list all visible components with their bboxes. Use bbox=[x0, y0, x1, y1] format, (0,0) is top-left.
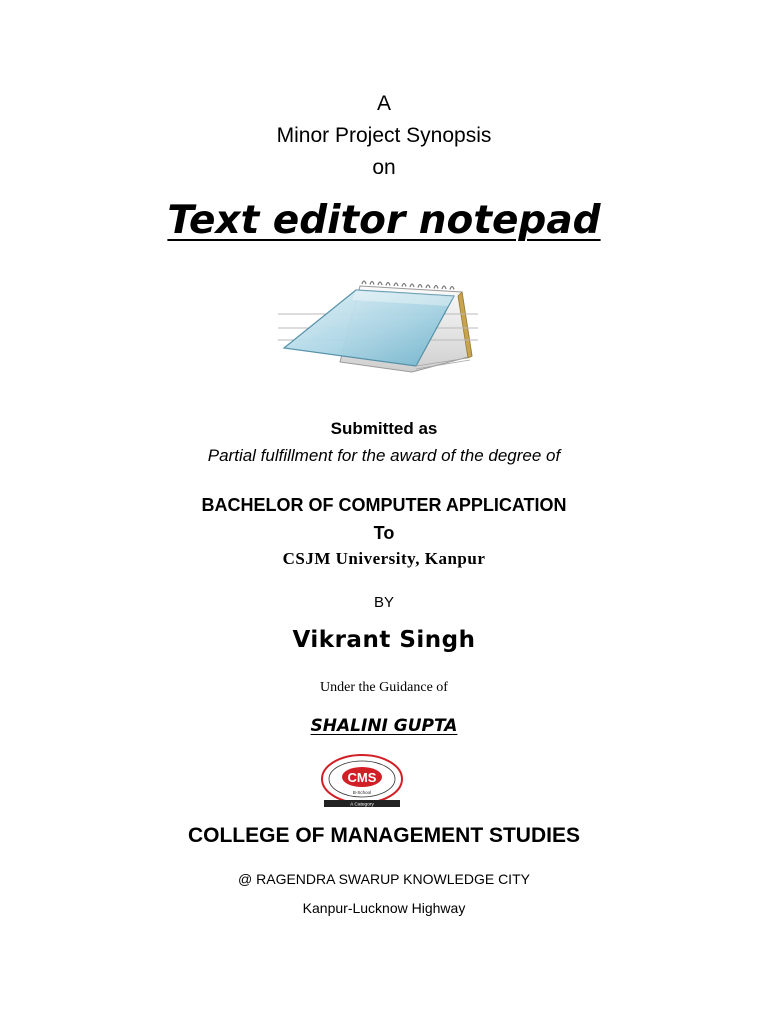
guidance-label: Under the Guidance of bbox=[320, 680, 448, 695]
notepad-icon bbox=[276, 278, 480, 378]
submitted-as-heading: Submitted as bbox=[330, 419, 438, 438]
college-logo-icon bbox=[318, 753, 406, 809]
guide-name: SHALINI GUPTA bbox=[310, 716, 458, 736]
by-label: BY bbox=[373, 594, 394, 611]
university-name: CSJM University, Kanpur bbox=[282, 549, 486, 568]
college-name: COLLEGE OF MANAGEMENT STUDIES bbox=[187, 824, 580, 847]
to-label: To bbox=[373, 523, 395, 543]
header-line-type: Minor Project Synopsis bbox=[276, 124, 492, 147]
submission-purpose: Partial fulfillment for the award of the degree of bbox=[207, 446, 561, 465]
college-highway: Kanpur-Lucknow Highway bbox=[302, 900, 466, 916]
header-line-a: A bbox=[376, 92, 391, 115]
degree-name: BACHELOR OF COMPUTER APPLICATION bbox=[201, 495, 567, 515]
logo-text: CMS bbox=[347, 770, 377, 785]
student-name: Vikrant Singh bbox=[292, 627, 476, 653]
project-title: Text editor notepad bbox=[167, 198, 601, 243]
college-address: @ RAGENDRA SWARUP KNOWLEDGE CITY bbox=[238, 871, 530, 887]
header-line-on: on bbox=[372, 156, 396, 179]
logo-bottom-text: A Category bbox=[350, 802, 374, 808]
logo-subtext: B-School bbox=[352, 790, 372, 795]
